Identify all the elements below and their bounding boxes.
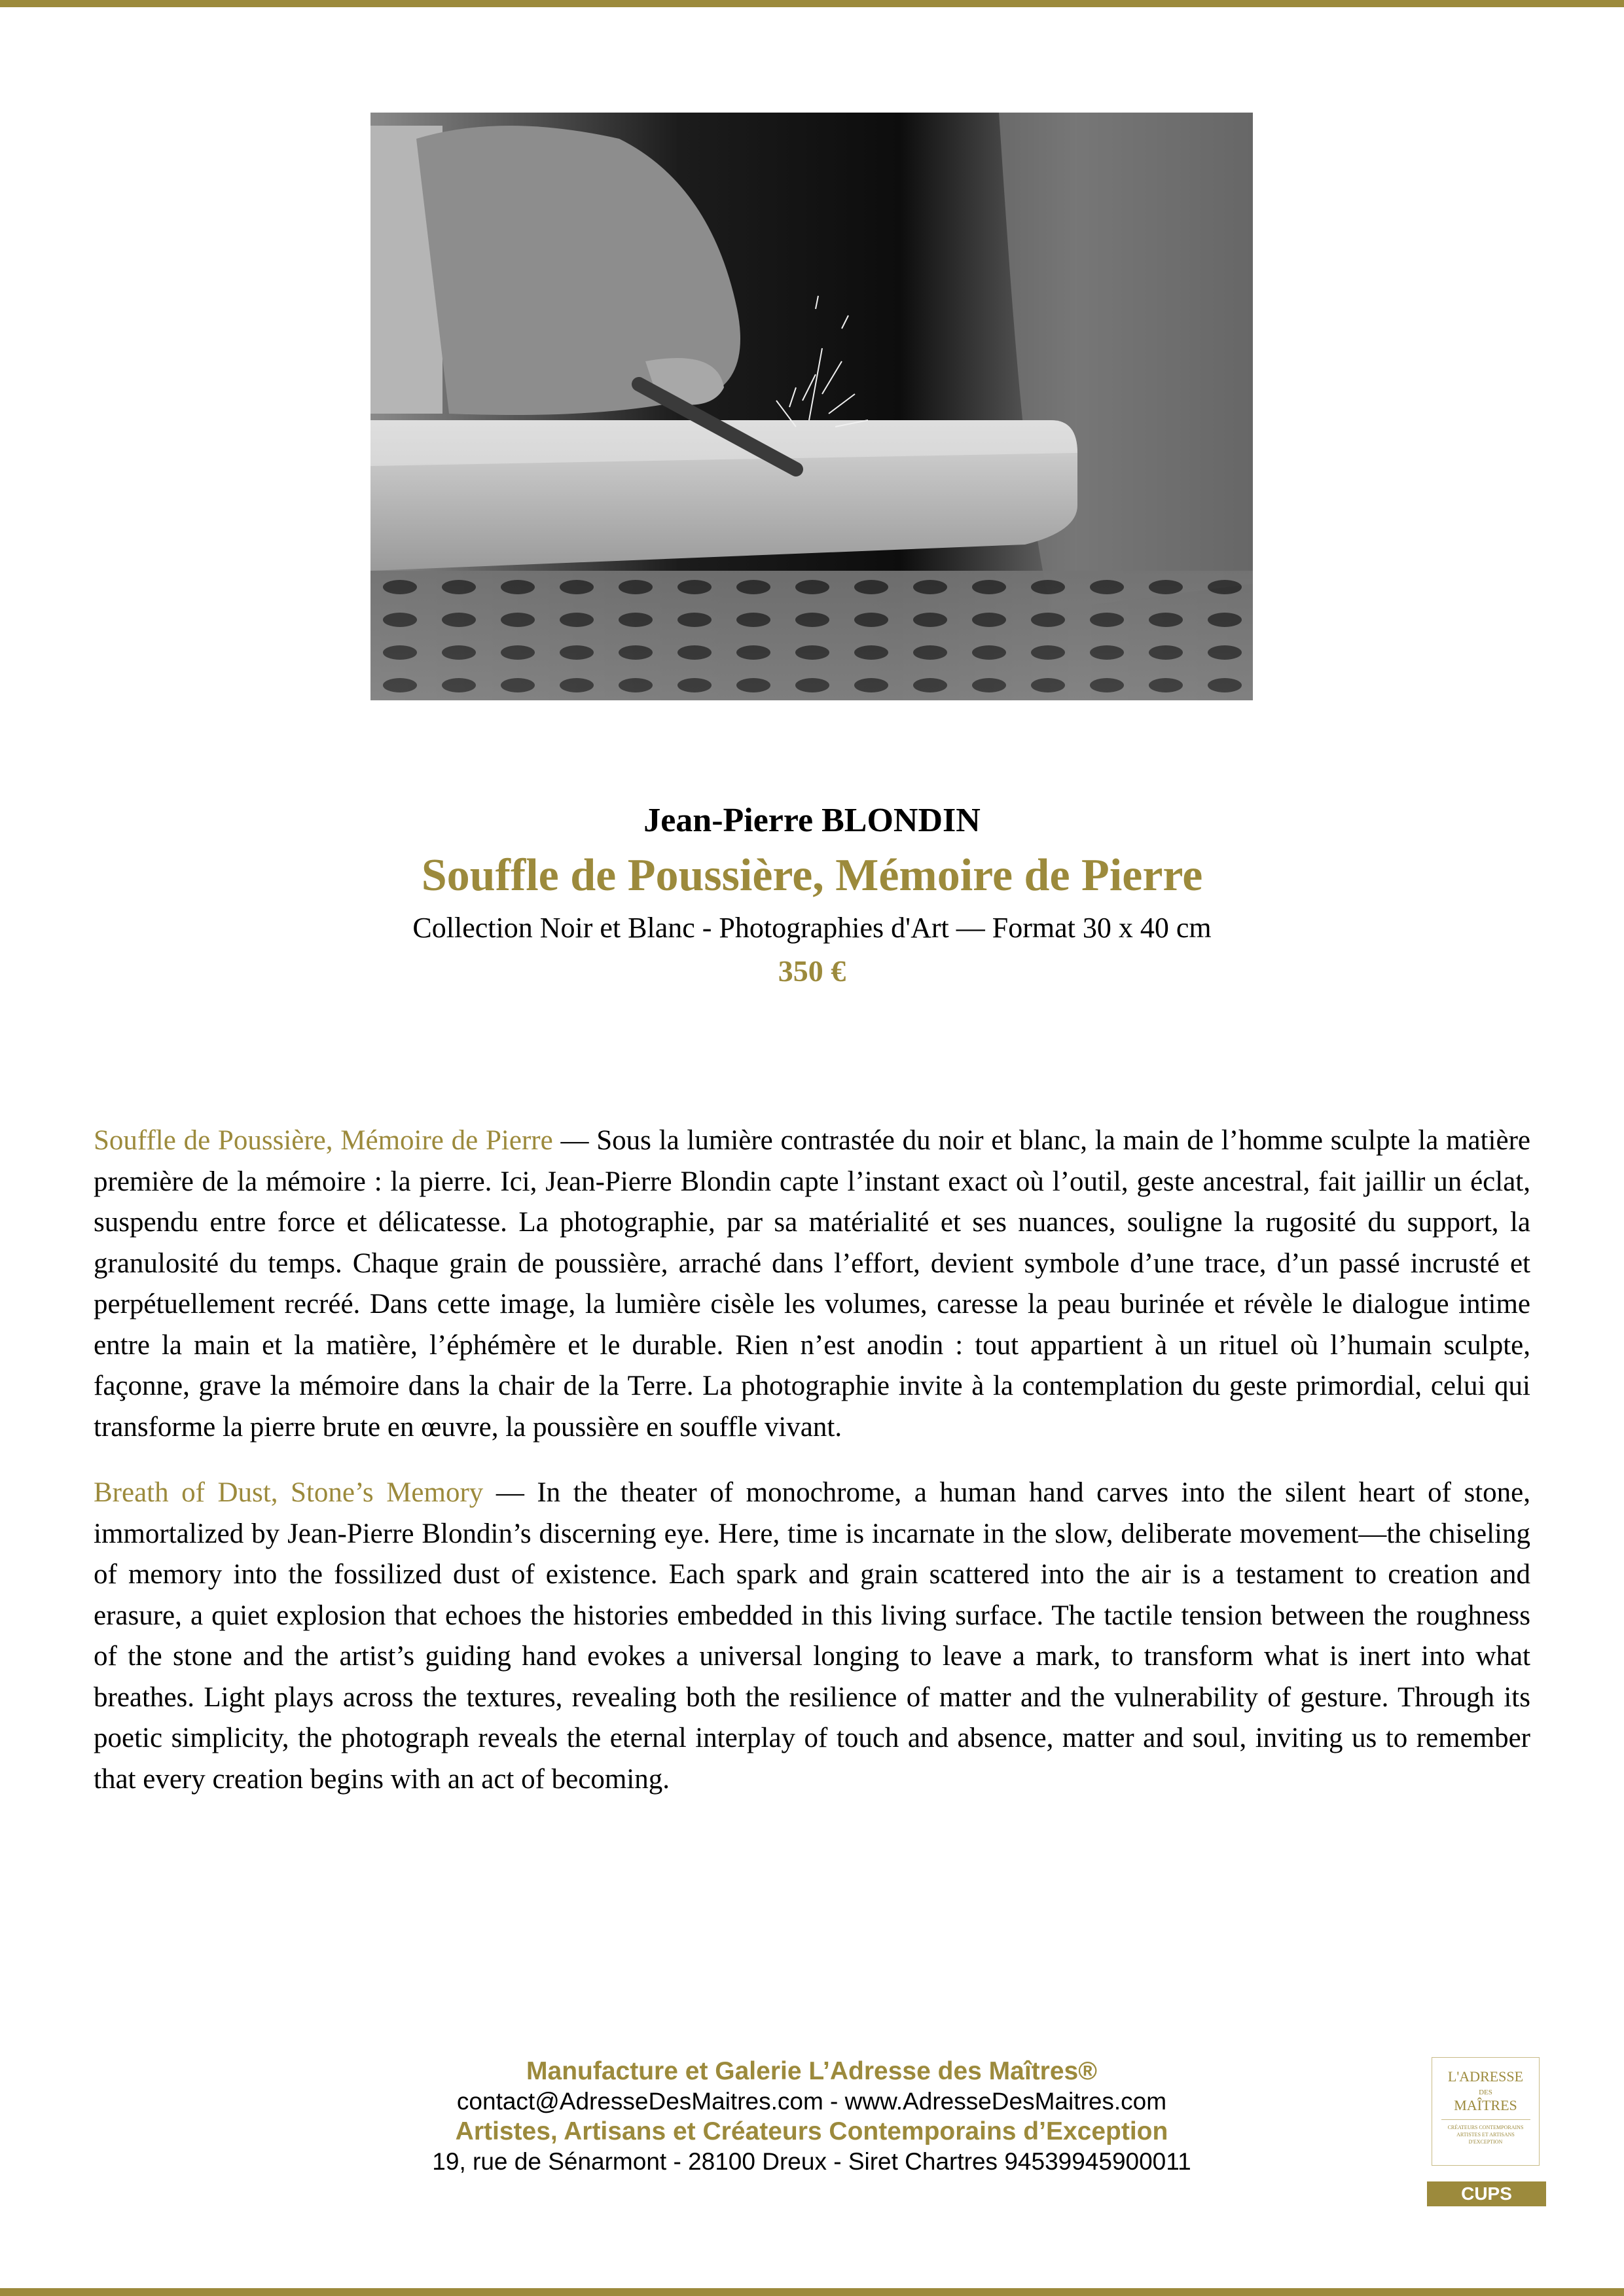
description-french <box>94 1121 1530 1448</box>
description-french-lead: Souffle de Poussière, Mémoire de Pierre <box>94 1125 553 1156</box>
artwork-photo <box>370 113 1253 700</box>
artwork-title: Souffle de Poussière, Mémoire de Pierre <box>421 850 1203 901</box>
logo-small-1: CRÉATEURS CONTEMPORAINS <box>1447 2125 1524 2130</box>
artwork-subtitle: Collection Noir et Blanc - Photographies d'Art — Format 30 x 40 cm <box>412 912 1212 944</box>
footer-tagline: Artistes, Artisans et Créateurs Contemporains d’Exception <box>455 2117 1168 2145</box>
artwork-description <box>94 1121 1530 1825</box>
footer-company: Manufacture et Galerie L’Adresse des Maîtres® <box>526 2057 1097 2085</box>
photo-image-icon <box>370 113 1253 700</box>
footer-address: 19, rue de Sénarmont - 28100 Dreux - Siret Chartres 94539945900011 <box>432 2148 1191 2175</box>
logo-divider <box>1441 2119 1530 2120</box>
logo-line-1: L'ADRESSE <box>1447 2068 1524 2085</box>
cups-badge: CUPS <box>1427 2181 1546 2206</box>
bottom-accent-bar <box>0 2288 1624 2296</box>
footer-contact[interactable]: contact@AdresseDesMaitres.com - www.AdresseDesMaitres.com <box>456 2088 1167 2115</box>
artist-name: Jean-Pierre BLONDIN <box>643 802 981 839</box>
logo-line-2: DES <box>1479 2089 1492 2096</box>
description-english-text: — In the theater of monochrome, a human hand carves into the silent heart of stone, immortalized by Jean-Pierre Blondin’s discerning eye. Here, time is incarnate in the slow, deliberate movement—the chiseling of memory into the fossilized dust of existence. Each spark and grain scattered into the air is a testament to creation and erasure, a quiet explosion that echoes the histories embedded in this living surface. The tactile tension between the roughness of the stone and the artist’s guiding hand evokes a universal longing to leave a mark, to transform what is inert into what breathes. Light plays across the textures, revealing both the resilience of matter and the vulnerability of gesture. Through its poetic simplicity, the photograph reveals the eternal interplay of touch and absence, matter and soul, inviting us to remember that every creation begins with an act of becoming. <box>94 1477 1530 1795</box>
footer <box>367 2056 1257 2177</box>
logo-small-3: D'EXCEPTION <box>1468 2139 1503 2145</box>
logo-line-3: MAÎTRES <box>1454 2097 1517 2113</box>
description-french-text: — Sous la lumière contrastée du noir et blanc, la main de l’homme sculpte la matière première de la mémoire : la pierre. Ici, Jean-Pierre Blondin capte l’instant exact où l’outil, geste ancestral, fait jaillir un éclat, suspendu entre force et délicatesse. La photographie, par sa matérialité et ses nuances, souligne la rugosité du support, la granulosité du temps. Chaque grain de poussière, arraché dans l’effort, devient symbole d’une trace, d’un passé incrusté et perpétuellement recréé. Dans cette image, la lumière cisèle les volumes, caresse la peau burinée et révèle le dialogue intime entre la main et la matière, l’éphémère et le durable. Rien n’est anodin : tout appartient à un rituel où l’humain sculpte, façonne, grave la mémoire dans la chair de la Terre. La photographie invite à la contemplation du geste primordial, celui qui transforme la pierre brute en œuvre, la poussière en souffle vivant. <box>94 1125 1530 1443</box>
logo-small-2: ARTISTES ET ARTISANS <box>1456 2132 1515 2138</box>
top-accent-bar <box>0 0 1624 7</box>
artwork-header <box>0 795 1624 992</box>
brand-logo <box>1432 2057 1540 2166</box>
description-english <box>94 1473 1530 1800</box>
artwork-price: 350 € <box>778 954 846 988</box>
description-english-lead: Breath of Dust, Stone’s Memory <box>94 1477 484 1508</box>
